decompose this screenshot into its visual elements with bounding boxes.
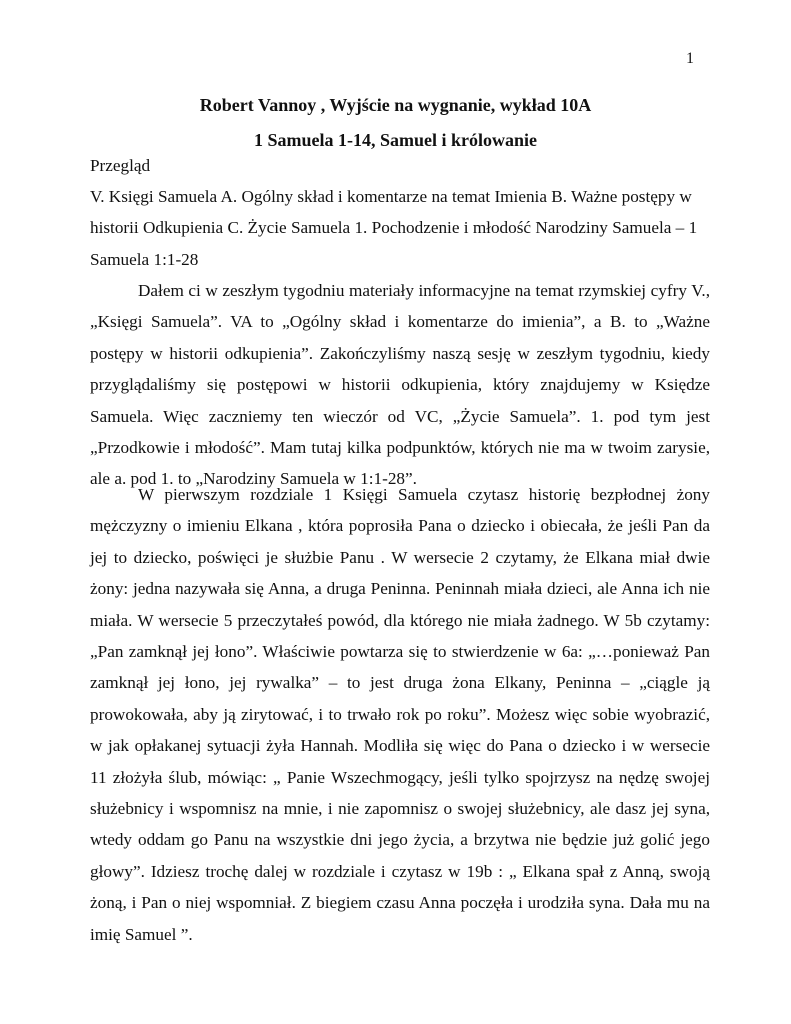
document-title: Robert Vannoy , Wyjście na wygnanie, wykład 10A [199, 95, 592, 115]
document-subtitle: 1 Samuela 1-14, Samuel i królowanie [253, 130, 537, 150]
paragraph: W pierwszym rozdziale 1 Księgi Samuela czytasz historię bezpłodnej żony mężczyzny o imieniu Elkana , która poprosiła Pana o dziecko i obiecała, że jeśli Pan da jej to dziecko, poświęci je służbie Panu . W wersecie 2 czytamy, że Elkana miał dwie żony: jedna nazywała się Anna, a druga Peninna. Peninnah miała dzieci, ale Anna ich nie miała. W wersecie 5 przeczytałeś powód, dla którego nie miała żadnego. W 5b czytamy: „Pan zamknął jej łono”. Właściwie powtarza się to stwierdzenie w 6a: „…ponieważ Pan zamknął jej łono, jej rywalka” – to jest druga żona Elkany, Peninna – „ciągle ją prowokowała, aby ją zirytować, i to trwało rok po roku”. Możesz więc sobie wyobrazić, w jak opłakanej sytuacji żyła Hannah. Modliła się więc do Pana o dziecko i w wersecie 11 złożyła ślub, mówiąc: „ Panie Wszechmogący, jeśli tylko spojrzysz na nędzę swojej służebnicy i wspomnisz na mnie, i nie zapomnisz o swojej służebnicy, ale dasz jej syna, wtedy oddam go Panu na wszystkie dni jego życia, a brzytwa nie będzie już golić jego głowy”. Idziesz trochę dalej w rozdziale i czytasz w 19b : „ Elkana spał z Anną, swoją żoną, i Pan o niej wspomniał. Z biegiem czasu Anna poczęła i urodziła syna. Dała mu na imię Samuel ”. [90, 485, 710, 944]
overview-text: V. Księgi Samuela A. Ogólny skład i komentarze na temat Imienia B. Ważne postępy w historii Odkupienia C. Życie Samuela 1. Pochodzenie i młodość Narodziny Samuela – 1 Samuela 1:1-28 [90, 187, 698, 269]
overview-label: Przegląd [90, 156, 151, 175]
page-number: 1 [686, 50, 694, 67]
paragraph: Dałem ci w zeszłym tygodniu materiały informacyjne na temat rzymskiej cyfry V., „Księgi Samuela”. VA to „Ogólny skład i komentarze do imienia”, a B. to „Ważne postępy w historii odkupienia”. Zakończyliśmy naszą sesję w zeszłym tygodniu, kiedy przyglądaliśmy się postępowi w historii odkupienia, który znajdujemy w Księdze Samuela. Więc zaczniemy ten wieczór od VC, „Życie Samuela”. 1. pod tym jest „Przodkowie i młodość”. Mam tutaj kilka podpunktów, których nie ma w twoim zarysie, ale a. pod 1. to „Narodziny Samuela w 1:1-28”. [90, 281, 710, 489]
